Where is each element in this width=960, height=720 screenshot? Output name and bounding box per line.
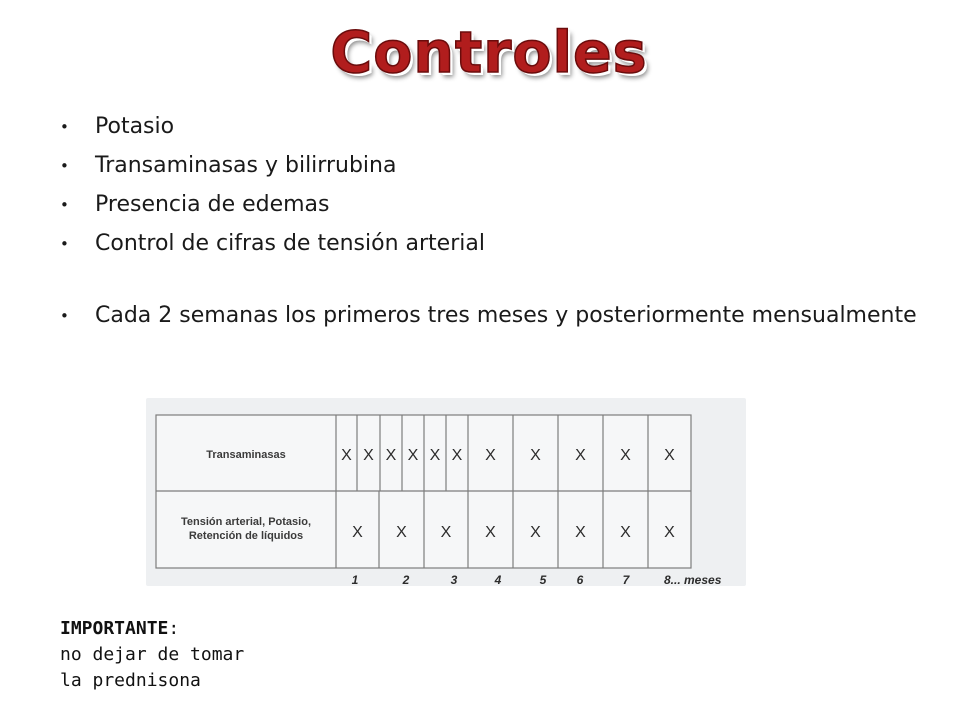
mark-transaminasas: X [363, 447, 374, 464]
bullet-text: Potasio [95, 114, 175, 139]
mark-tension-potasio-liquidos: X [485, 524, 496, 541]
bullet-dot-icon: • [60, 235, 69, 253]
important-line-1: no dejar de tomar [60, 644, 245, 665]
row-label-tension-potasio-liquidos: Retención de líquidos [188, 530, 304, 542]
mark-transaminasas: X [451, 447, 463, 464]
mark-transaminasas: X [575, 447, 586, 464]
important-heading [60, 616, 244, 642]
mark-tension-potasio-liquidos: X [664, 524, 675, 541]
row-label-tension-potasio-liquidos: Tensión arterial, Potasio, [181, 516, 311, 528]
mark-transaminasas: X [485, 447, 496, 464]
bullet-item-edemas [58, 190, 918, 220]
bullet-item-frecuencia [58, 301, 918, 331]
month-axis-label: 8... meses [664, 573, 722, 586]
mark-transaminasas: X [664, 447, 675, 464]
bullet-text: Transaminasas y bilirrubina [95, 153, 397, 178]
important-note [60, 616, 244, 694]
month-axis-label: 1 [351, 573, 359, 586]
important-line-2: la prednisona [60, 670, 201, 691]
bullet-dot-icon: • [60, 157, 69, 175]
bullet-item-tension-arterial [58, 229, 918, 259]
mark-transaminasas: X [429, 447, 441, 464]
mark-transaminasas: X [530, 447, 541, 464]
mark-transaminasas: X [407, 447, 419, 464]
month-axis-label: 2 [402, 573, 410, 586]
bullet-item-potasio [58, 112, 918, 142]
mark-tension-potasio-liquidos: X [620, 524, 631, 541]
important-colon: : [168, 618, 180, 639]
month-axis-label: 6 [576, 573, 584, 586]
slide-title: Controles [330, 20, 648, 86]
mark-tension-potasio-liquidos: X [352, 524, 363, 541]
bullet-list [58, 112, 918, 340]
month-axis-label: 7 [622, 573, 630, 586]
row-label-transaminasas: Transaminasas [206, 449, 286, 461]
bullet-item-transaminasas [58, 151, 918, 181]
mark-transaminasas: X [341, 447, 352, 464]
mark-tension-potasio-liquidos: X [575, 524, 586, 541]
bullet-dot-icon: • [60, 118, 69, 136]
month-axis-label: 3 [450, 573, 458, 586]
month-axis-label: 5 [539, 573, 547, 586]
schedule-grid [146, 398, 746, 586]
mark-transaminasas: X [385, 447, 397, 464]
mark-tension-potasio-liquidos: X [530, 524, 541, 541]
control-schedule-table [146, 398, 746, 586]
important-label: IMPORTANTE [60, 618, 169, 639]
bullet-dot-icon: • [60, 196, 69, 214]
bullet-dot-icon: • [60, 307, 69, 325]
mark-transaminasas: X [620, 447, 631, 464]
mark-tension-potasio-liquidos: X [440, 524, 452, 541]
bullet-text: Control de cifras de tensión arterial [95, 231, 485, 256]
bullet-text: Presencia de edemas [95, 192, 330, 217]
month-axis-label: 4 [494, 573, 502, 586]
mark-tension-potasio-liquidos: X [396, 524, 407, 541]
bullet-text: Cada 2 semanas los primeros tres meses y posteriormente mensualmente [95, 303, 917, 328]
